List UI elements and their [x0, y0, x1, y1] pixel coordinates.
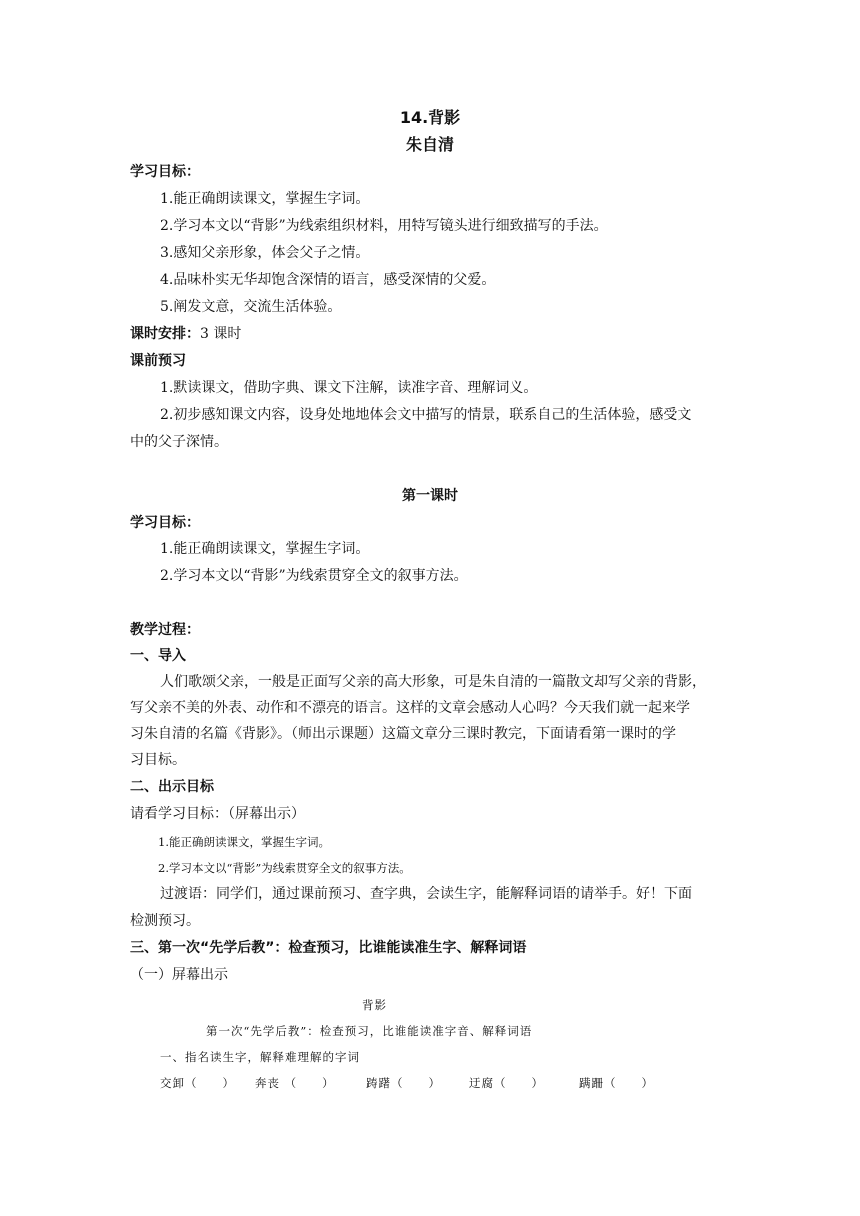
preview-item-continued: 中的父子深情。: [130, 434, 228, 450]
preview-label: 课前预习: [130, 353, 186, 369]
lesson1-goal-item: 2.学习本文以“背影”为线索贯穿全文的叙事方法。: [160, 568, 468, 584]
screen-subheading: （一）屏幕出示: [130, 967, 228, 983]
goal-item: 5.阐发文意，交流生活体验。: [160, 299, 342, 315]
screen-title: 背影: [362, 998, 387, 1012]
vocab-word: 蹒跚（ ）: [579, 1076, 654, 1090]
lesson1-goal-item: 1.能正确朗读课文，掌握生字词。: [160, 541, 370, 557]
vocab-list: [0, 1073, 860, 1093]
goals-intro: 请看学习目标：（屏幕出示）: [130, 806, 305, 822]
schedule-value: 3 课时: [200, 326, 242, 342]
preview-item: 2.初步感知课文内容，设身处地地体会文中描写的情景，联系自己的生活体验，感受文: [160, 407, 692, 423]
vocab-word: 踌躇（ ）: [366, 1076, 441, 1090]
goal-item: 4.品味朴实无华却饱含深情的语言，感受深情的父爱。: [160, 272, 496, 288]
screen-goal-item: 1.能正确朗读课文，掌握生字词。: [158, 835, 330, 849]
schedule-label: 课时安排：: [130, 326, 200, 342]
schedule-line: [130, 324, 241, 344]
screen-subtitle: 第一次“先学后教”：检查预习，比谁能读准字音、解释词语: [206, 1024, 533, 1038]
goals-label: 学习目标：: [130, 164, 200, 180]
vocab-word: 奔丧 （ ）: [255, 1076, 335, 1090]
transition-line: 检测预习。: [130, 913, 200, 929]
preview-item: 1.默读课文，借助字典、课文下注解，读准字音、理解词义。: [160, 380, 538, 396]
author-name: 朱自清: [405, 135, 454, 154]
vocab-word: 交卸（ ）: [160, 1076, 235, 1090]
section-heading-intro: 一、导入: [130, 648, 186, 664]
goal-item: 3.感知父亲形象，体会父子之情。: [160, 245, 370, 261]
section-heading-check: 三、第一次“先学后教”：检查预习，比谁能读准生字、解释词语: [130, 940, 527, 956]
vocab-word: 迂腐（ ）: [469, 1076, 544, 1090]
goal-item: 2.学习本文以“背影”为线索组织材料，用特写镜头进行细致描写的手法。: [160, 218, 608, 234]
lesson1-heading: 第一课时: [402, 488, 458, 504]
transition-line: 过渡语：同学们，通过课前预习、查字典，会读生字，能解释词语的请举手。好！下面: [160, 886, 692, 902]
intro-line: 人们歌颂父亲，一般是正面写父亲的高大形象，可是朱自清的一篇散文却写父亲的背影，: [160, 674, 706, 690]
intro-line: 习朱自清的名篇《背影》。（师出示课题）这篇文章分三课时教完，下面请看第一课时的学: [130, 726, 676, 742]
screen-item: 一、指名读生字，解释难理解的字词: [160, 1050, 360, 1064]
lesson1-goals-label: 学习目标：: [130, 515, 200, 531]
goal-item: 1.能正确朗读课文，掌握生字词。: [160, 191, 370, 207]
process-label: 教学过程：: [130, 622, 200, 638]
section-heading-goals: 二、出示目标: [130, 779, 214, 795]
document-title: 14.背影: [399, 108, 461, 127]
screen-goal-item: 2.学习本文以“背影”为线索贯穿全文的叙事方法。: [158, 861, 411, 875]
intro-line: 习目标。: [130, 752, 186, 768]
intro-line: 写父亲不美的外表、动作和不漂亮的语言。这样的文章会感动人心吗？今天我们就一起来学: [130, 700, 690, 716]
